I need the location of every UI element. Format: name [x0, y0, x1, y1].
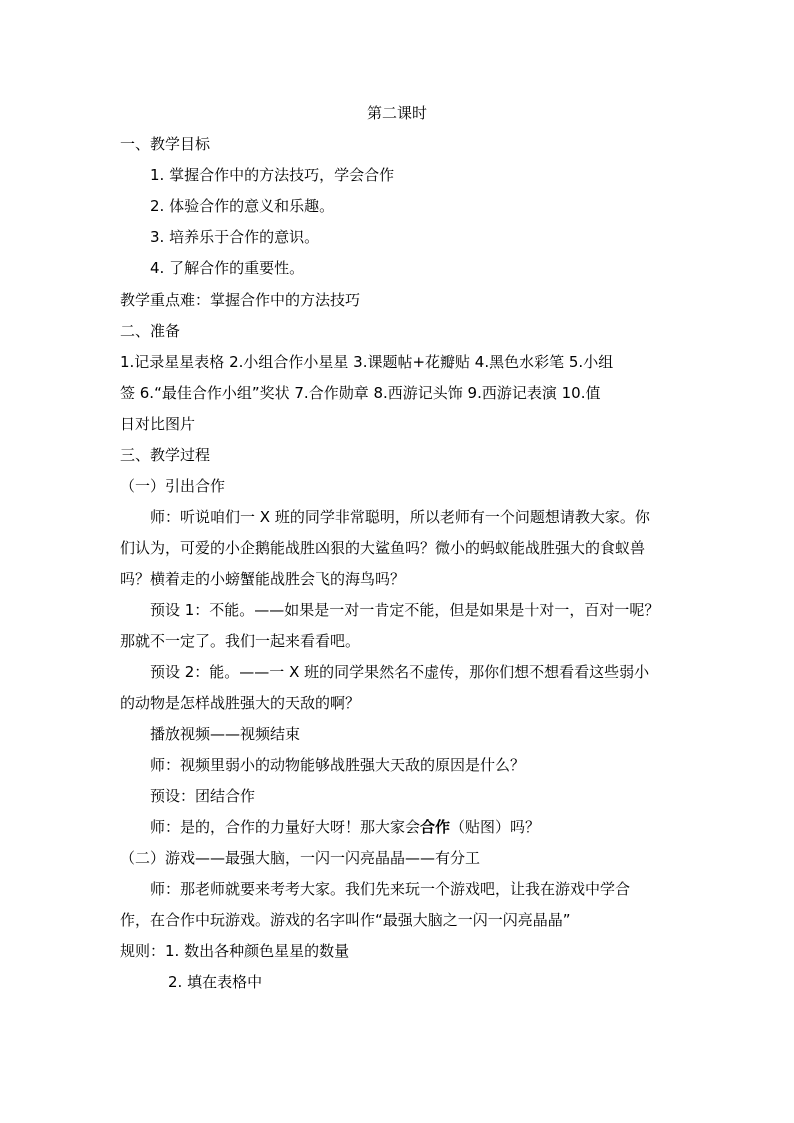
paragraph-line: 师：那老师就要来考考大家。我们先来玩一个游戏吧，让我在游戏中学合 [150, 880, 631, 898]
paragraph-line: 预设 2：能。——一 X 班的同学果然名不虚传，那你们想不想看看这些弱小 [150, 663, 650, 681]
paragraph-line: 预设 1：不能。——如果是一对一肯定不能，但是如果是十对一，百对一呢？ [150, 601, 660, 619]
goal-item-4: 4. 了解合作的重要性。 [150, 259, 305, 277]
rules-line-2: 2. 填在表格中 [168, 973, 263, 991]
paragraph-line: 预设：团结合作 [150, 787, 256, 805]
paragraph-line: 的动物是怎样战胜强大的天敌的啊？ [120, 694, 361, 712]
section-heading-goals: 一、教学目标 [120, 135, 211, 153]
preparation-line-1: 1.记录星星表格 2.小组合作小星星 3.课题帖+花瓣贴 4.黑色水彩笔 5.小组 [120, 353, 614, 371]
page-title: 第二课时 [366, 104, 427, 122]
paragraph-line: 吗？横着走的小螃蟹能战胜会飞的海鸟吗？ [120, 570, 406, 588]
section-heading-process: 三、教学过程 [120, 446, 211, 464]
subsection-heading-1: （一）引出合作 [120, 477, 226, 495]
subsection-heading-2: （二）游戏——最强大脑，一闪一闪亮晶晶——有分工 [120, 849, 481, 867]
preparation-line-2: 签 6.“最佳合作小组”奖状 7.合作勋章 8.西游记头饰 9.西游记表演 10.值 [120, 384, 601, 402]
goal-item-1: 1. 掌握合作中的方法技巧，学会合作 [150, 166, 395, 184]
paragraph-line: 播放视频——视频结束 [150, 725, 301, 743]
teacher-line-before: 师：是的，合作的力量好大呀！那大家会 [150, 818, 421, 836]
goal-item-3: 3. 培养乐于合作的意识。 [150, 228, 320, 246]
preparation-line-3: 日对比图片 [120, 415, 196, 433]
paragraph-line: 师：听说咱们一 X 班的同学非常聪明，所以老师有一个问题想请教大家。你 [150, 508, 650, 526]
teacher-line [150, 817, 540, 837]
paragraph-line: 那就不一定了。我们一起来看看吧。 [120, 632, 361, 650]
paragraph-line: 作，在合作中玩游戏。游戏的名字叫作“最强大脑之一闪一闪亮晶晶” [120, 911, 571, 929]
paragraph-line: 师：视频里弱小的动物能够战胜强大天敌的原因是什么？ [150, 756, 526, 774]
paragraph-line: 们认为，可爱的小企鹅能战胜凶狠的大鲨鱼吗？微小的蚂蚁能战胜强大的食蚁兽 [120, 539, 646, 557]
section-heading-preparation: 二、准备 [120, 322, 181, 340]
teacher-line-after: （贴图）吗？ [450, 818, 541, 836]
rules-line-1: 规则：1. 数出各种颜色星星的数量 [120, 942, 350, 960]
key-difficulty: 教学重点难：掌握合作中的方法技巧 [120, 291, 361, 309]
goal-item-2: 2. 体验合作的意义和乐趣。 [150, 197, 335, 215]
teacher-line-bold: 合作 [420, 818, 451, 836]
